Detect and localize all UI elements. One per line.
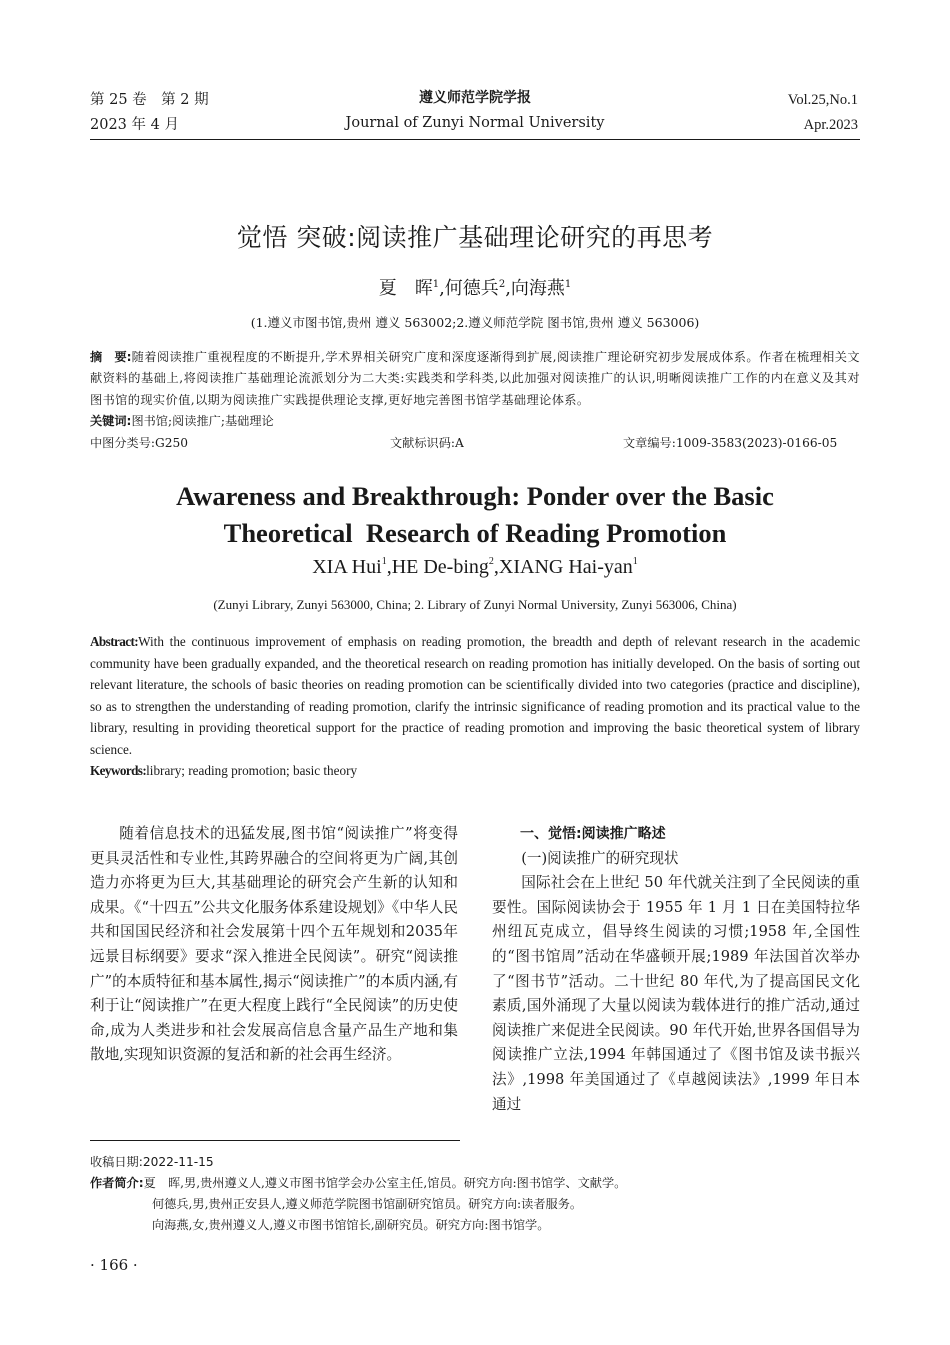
abstract-cn xyxy=(90,347,860,411)
intro-paragraph: 随着信息技术的迅猛发展,图书馆“阅读推广”将变得更具灵活性和专业性,其跨界融合的空间将更为广阔,其创造力亦将更为巨大,其基础理论的研究会产生新的认知和成果。《“十四五”公共文化服务体系建设规划》《中华人民共和国国民经济和社会发展第十四个五年规划和2035年远景目标纲要》要求“深入推进全民阅读”。研究“阅读推广”的本质特征和基本属性,揭示“阅读推广”的本质内涵,有利于让“阅读推广”在更大程度上践行“全民阅读”的历史使命,成为人类进步和社会发展高信息含量产品生产地和集散地,实现知识资源的复活和新的社会再生经济。 xyxy=(90,825,458,1064)
title-en-line: Awareness and Breakthrough: Ponder over the Basic xyxy=(176,481,774,511)
author-sup: 2 xyxy=(498,279,506,290)
header-vol-en-block xyxy=(788,88,858,138)
author-name: ,XIANG Hai-yan xyxy=(493,556,633,578)
body-paragraph: 国际社会在上世纪 50 年代就关注到了全民阅读的重要性。国际阅读协会于 1955 年 1 月 1 日在美国特拉华州纽瓦克成立，倡导终生阅读的习惯;1958 年,全国性的“图书馆周”活动在华盛顿开展;1989 年法国首次举办了“图书节”活动。二十世纪 80 年代,为了提高国民文化素质,国外涌现了大量以阅读为载体进行的推广活动,通过阅读推广来促进全民阅读。90 年代开始,世界各国倡导为阅读推广立法,1994 年韩国通过了《图书馆及读书振兴法》,1998 年美国通过了《卓越阅读法》,1999 年日本通过 xyxy=(492,874,860,1113)
author-sup: 1 xyxy=(564,279,572,290)
article-title-en xyxy=(0,478,950,552)
keywords-en-label: Keywords: xyxy=(90,763,147,778)
authors-cn xyxy=(0,274,950,300)
author-sup: 1 xyxy=(632,556,638,567)
keywords-en xyxy=(90,760,357,781)
author-bio xyxy=(90,1173,860,1194)
title-en-line: Theoretical Research of Reading Promotion xyxy=(223,518,727,548)
abstract-cn-text: 随着阅读推广重视程度的不断提升,学术界相关研究广度和深度逐渐得到扩展,阅读推广理论研究初步发展成体系。作者在梳理相关文献资料的基础上,将阅读推广基础理论流派划分为二大类:实践类和学科类,以此加强对阅读推广的认识,明晰阅读推广工作的内在意义及其对图书馆的现实价值,以期为阅读推广实践提供理论支撑,更好地完善图书馆学基础理论体系。 xyxy=(90,350,860,407)
body-column-right xyxy=(492,822,860,1117)
affiliation-en: (Zunyi Library, Zunyi 563000, China; 2. Library of Zunyi Normal University, Zunyi 563006, China) xyxy=(213,597,737,612)
keywords-cn xyxy=(90,411,274,432)
author-sup: 1 xyxy=(381,556,387,567)
journal-name-en: Journal of Zunyi Normal University xyxy=(345,115,605,131)
abstract-en-text: With the continuous improvement of emphasis on reading promotion, the breadth and depth of relevant research in the academic community have been gradually expanded, and the theoretical research on reading promotion has initially developed. On the basis of sorting out relevant literature, the schools of basic theories on reading promotion can be scientifically divided into two categories (practice and discipline), so as to strengthen the understanding of reading promotion, clarify the intrinsic significance of reading promotion and its practical value to the library, resulting in providing theoretical support for the practice of reading promotion and improving the basic theoretical system of library science. xyxy=(90,634,860,757)
author-bio-text: 向海燕,女,贵州遵义人,遵义市图书馆馆长,副研究员。研究方向:图书馆学。 xyxy=(152,1218,550,1232)
subsection-heading: (一)阅读推广的研究现状 xyxy=(521,849,679,867)
section-heading: 一、觉悟:阅读推广略述 xyxy=(520,826,666,842)
author-sup: 1 xyxy=(432,279,440,290)
header-volume: 第 25 卷 第 2 期 xyxy=(90,92,209,108)
keywords-cn-text: 图书馆;阅读推广;基础理论 xyxy=(131,414,274,428)
keywords-cn-label: 关键词: xyxy=(90,414,132,428)
page-number: · 166 · xyxy=(90,1256,138,1274)
abstract-cn-label: 摘 要: xyxy=(90,350,132,364)
author-name: 夏 晖 xyxy=(378,278,433,299)
footnote xyxy=(90,1152,860,1236)
article-title-cn: 觉悟 突破:阅读推广基础理论研究的再思考 xyxy=(236,223,714,252)
document-code: 文献标识码:A xyxy=(390,436,464,450)
author-name: ,向海燕 xyxy=(505,278,565,299)
affiliation-cn: (1.遵义市图书馆,贵州 遵义 563002;2.遵义师范学院 图书馆,贵州 遵义 563006) xyxy=(250,315,700,330)
header-date-en: Apr.2023 xyxy=(803,117,858,133)
abstract-en xyxy=(90,631,860,760)
header-date: 2023 年 4 月 xyxy=(90,117,179,133)
received-date: 收稿日期:2022-11-15 xyxy=(90,1155,214,1169)
author-name: ,何德兵 xyxy=(439,278,499,299)
author-name: ,HE De-bing xyxy=(386,556,489,578)
footnote-rule xyxy=(90,1140,460,1141)
header-rule xyxy=(90,139,860,140)
author-name: XIA Hui xyxy=(312,556,382,578)
header-vol-en: Vol.25,No.1 xyxy=(787,92,858,108)
author-bio-text: 夏 晖,男,贵州遵义人,遵义市图书馆学会办公室主任,馆员。研究方向:图书馆学、文献学。 xyxy=(143,1176,627,1190)
journal-name-cn: 遵义师范学院学报 xyxy=(419,90,531,106)
abstract-en-label: Abstract: xyxy=(90,634,139,649)
author-bio-label: 作者简介: xyxy=(90,1176,144,1190)
body-column-left xyxy=(90,822,458,1068)
authors-en xyxy=(0,556,950,579)
author-bio-text: 何德兵,男,贵州正安县人,遵义师范学院图书馆副研究馆员。研究方向:读者服务。 xyxy=(152,1197,583,1211)
author-sup: 2 xyxy=(488,556,494,567)
keywords-en-text: library; reading promotion; basic theory xyxy=(146,763,358,778)
article-number: 文章编号:1009-3583(2023)-0166-05 xyxy=(623,436,838,450)
clc-code: 中图分类号:G250 xyxy=(90,436,189,450)
